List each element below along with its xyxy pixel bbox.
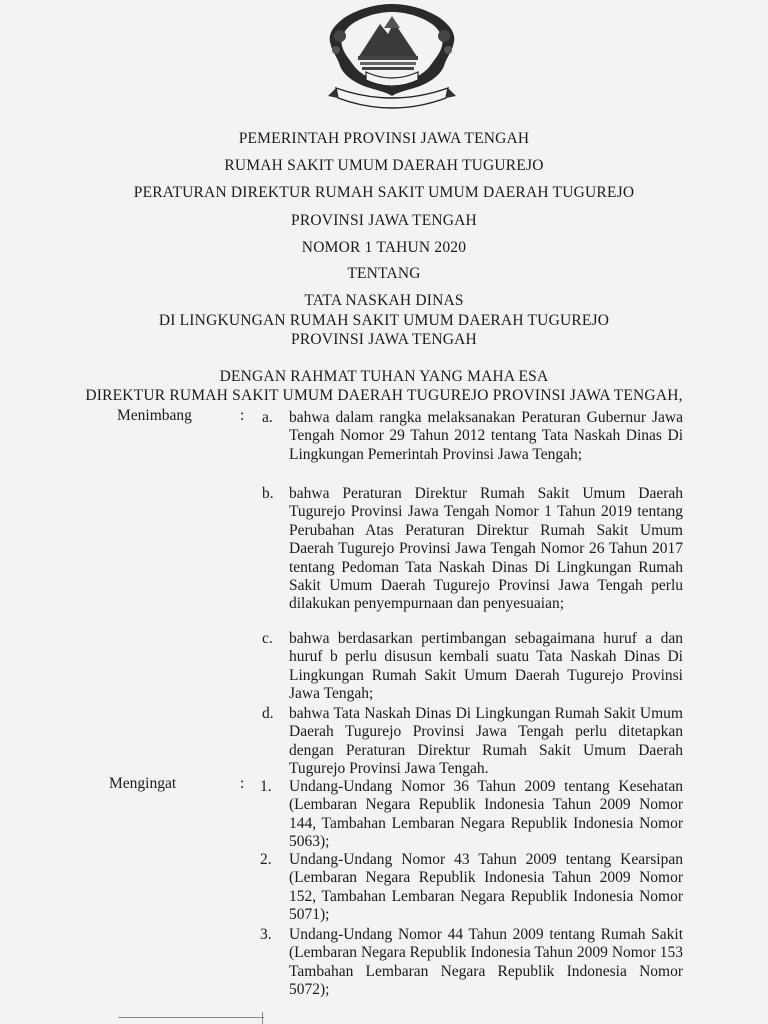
list-marker: 1. (260, 778, 272, 795)
menimbang-item-c: bahwa berdasarkan pertimbangan sebagaimana huruf a dan huruf b perlu disusun kembali suatu Tata Naskah Dinas Di Lingkungan Rumah Sakit Umum Daerah Tugurejo Provinsi Jawa Tengah; (289, 630, 683, 703)
gov-heading: PEMERINTAH PROVINSI JAWA TENGAH (238, 130, 530, 147)
mengingat-item-1: Undang-Undang Nomor 36 Tahun 2009 tentang Kesehatan (Lembaran Negara Republik Indonesia Tahun 2009 Nomor 144, Tambahan Lembaran Negara Republik Indonesia Nomor 5063); (289, 778, 683, 851)
province-heading: PROVINSI JAWA TENGAH (291, 212, 477, 229)
tentang-heading: TENTANG (347, 265, 421, 282)
mengingat-item-3: Undang-Undang Nomor 44 Tahun 2009 tentang Rumah Sakit (Lembaran Negara Republik Indonesia Tahun 2009 Nomor 153 Tambahan Lembaran Negara Republik Indonesia Nomor 5072); (289, 926, 683, 999)
menimbang-item-b: bahwa Peraturan Direktur Rumah Sakit Umum Daerah Tugurejo Provinsi Jawa Tengah Nomor 1 Tahun 2019 tentang Perubahan Atas Peraturan Direktur Rumah Sakit Umum Daerah Tugurejo Provinsi Jawa Tengah Nomor 26 Tahun 2017 tentang Pedoman Tata Naskah Dinas Di Lingkungan Rumah Sakit Umum Daerah Tugurejo Provinsi Jawa Tengah perlu dilakukan penyempurnaan dan penyesuaian; (289, 485, 683, 613)
menimbang-item-a: bahwa dalam rangka melaksanakan Peraturan Gubernur Jawa Tengah Nomor 29 Tahun 2012 tentang Tata Naskah Dinas Di Lingkungan Pemerintah Provinsi Jawa Tengah; (289, 409, 683, 463)
list-marker: b. (262, 485, 274, 502)
mengingat-item-2: Undang-Undang Nomor 43 Tahun 2009 tentang Kearsipan (Lembaran Negara Republik Indonesia Tahun 2009 Nomor 152, Tambahan Lembaran Negara Republik Indonesia Nomor 5071); (289, 851, 683, 924)
jawa-tengah-emblem-logo (322, 0, 462, 112)
mengingat-colon: : (240, 775, 245, 792)
mengingat-label: Mengingat (109, 775, 177, 792)
bottom-divider-tick (262, 1012, 263, 1024)
bottom-divider (118, 1017, 264, 1018)
regulation-heading: PERATURAN DIREKTUR RUMAH SAKIT UMUM DAERAH TUGUREJO (133, 184, 635, 201)
regulation-number: NOMOR 1 TAHUN 2020 (301, 239, 467, 256)
list-marker: 3. (260, 926, 272, 943)
menimbang-label: Menimbang (117, 407, 192, 424)
menimbang-colon: : (240, 407, 245, 424)
director-line: DIREKTUR RUMAH SAKIT UMUM DAERAH TUGUREJO PROVINSI JAWA TENGAH, (85, 387, 683, 404)
list-marker: 2. (260, 851, 272, 868)
menimbang-item-d: bahwa Tata Naskah Dinas Di Lingkungan Rumah Sakit Umum Daerah Tugurejo Provinsi Jawa Tengah perlu ditetapkan dengan Peraturan Direktur Rumah Sakit Umum Daerah Tugurejo Provinsi Jawa Tengah. (289, 705, 683, 778)
list-marker: d. (262, 705, 274, 722)
blessing-line: DENGAN RAHMAT TUHAN YANG MAHA ESA (219, 368, 549, 385)
list-marker: a. (262, 409, 273, 426)
list-marker: c. (262, 630, 273, 647)
title-line-2: DI LINGKUNGAN RUMAH SAKIT UMUM DAERAH TUGUREJO (158, 312, 610, 329)
hospital-heading: RUMAH SAKIT UMUM DAERAH TUGUREJO (224, 157, 544, 174)
title-line-3: PROVINSI JAWA TENGAH (291, 331, 477, 348)
title-line-1: TATA NASKAH DINAS (304, 292, 464, 309)
